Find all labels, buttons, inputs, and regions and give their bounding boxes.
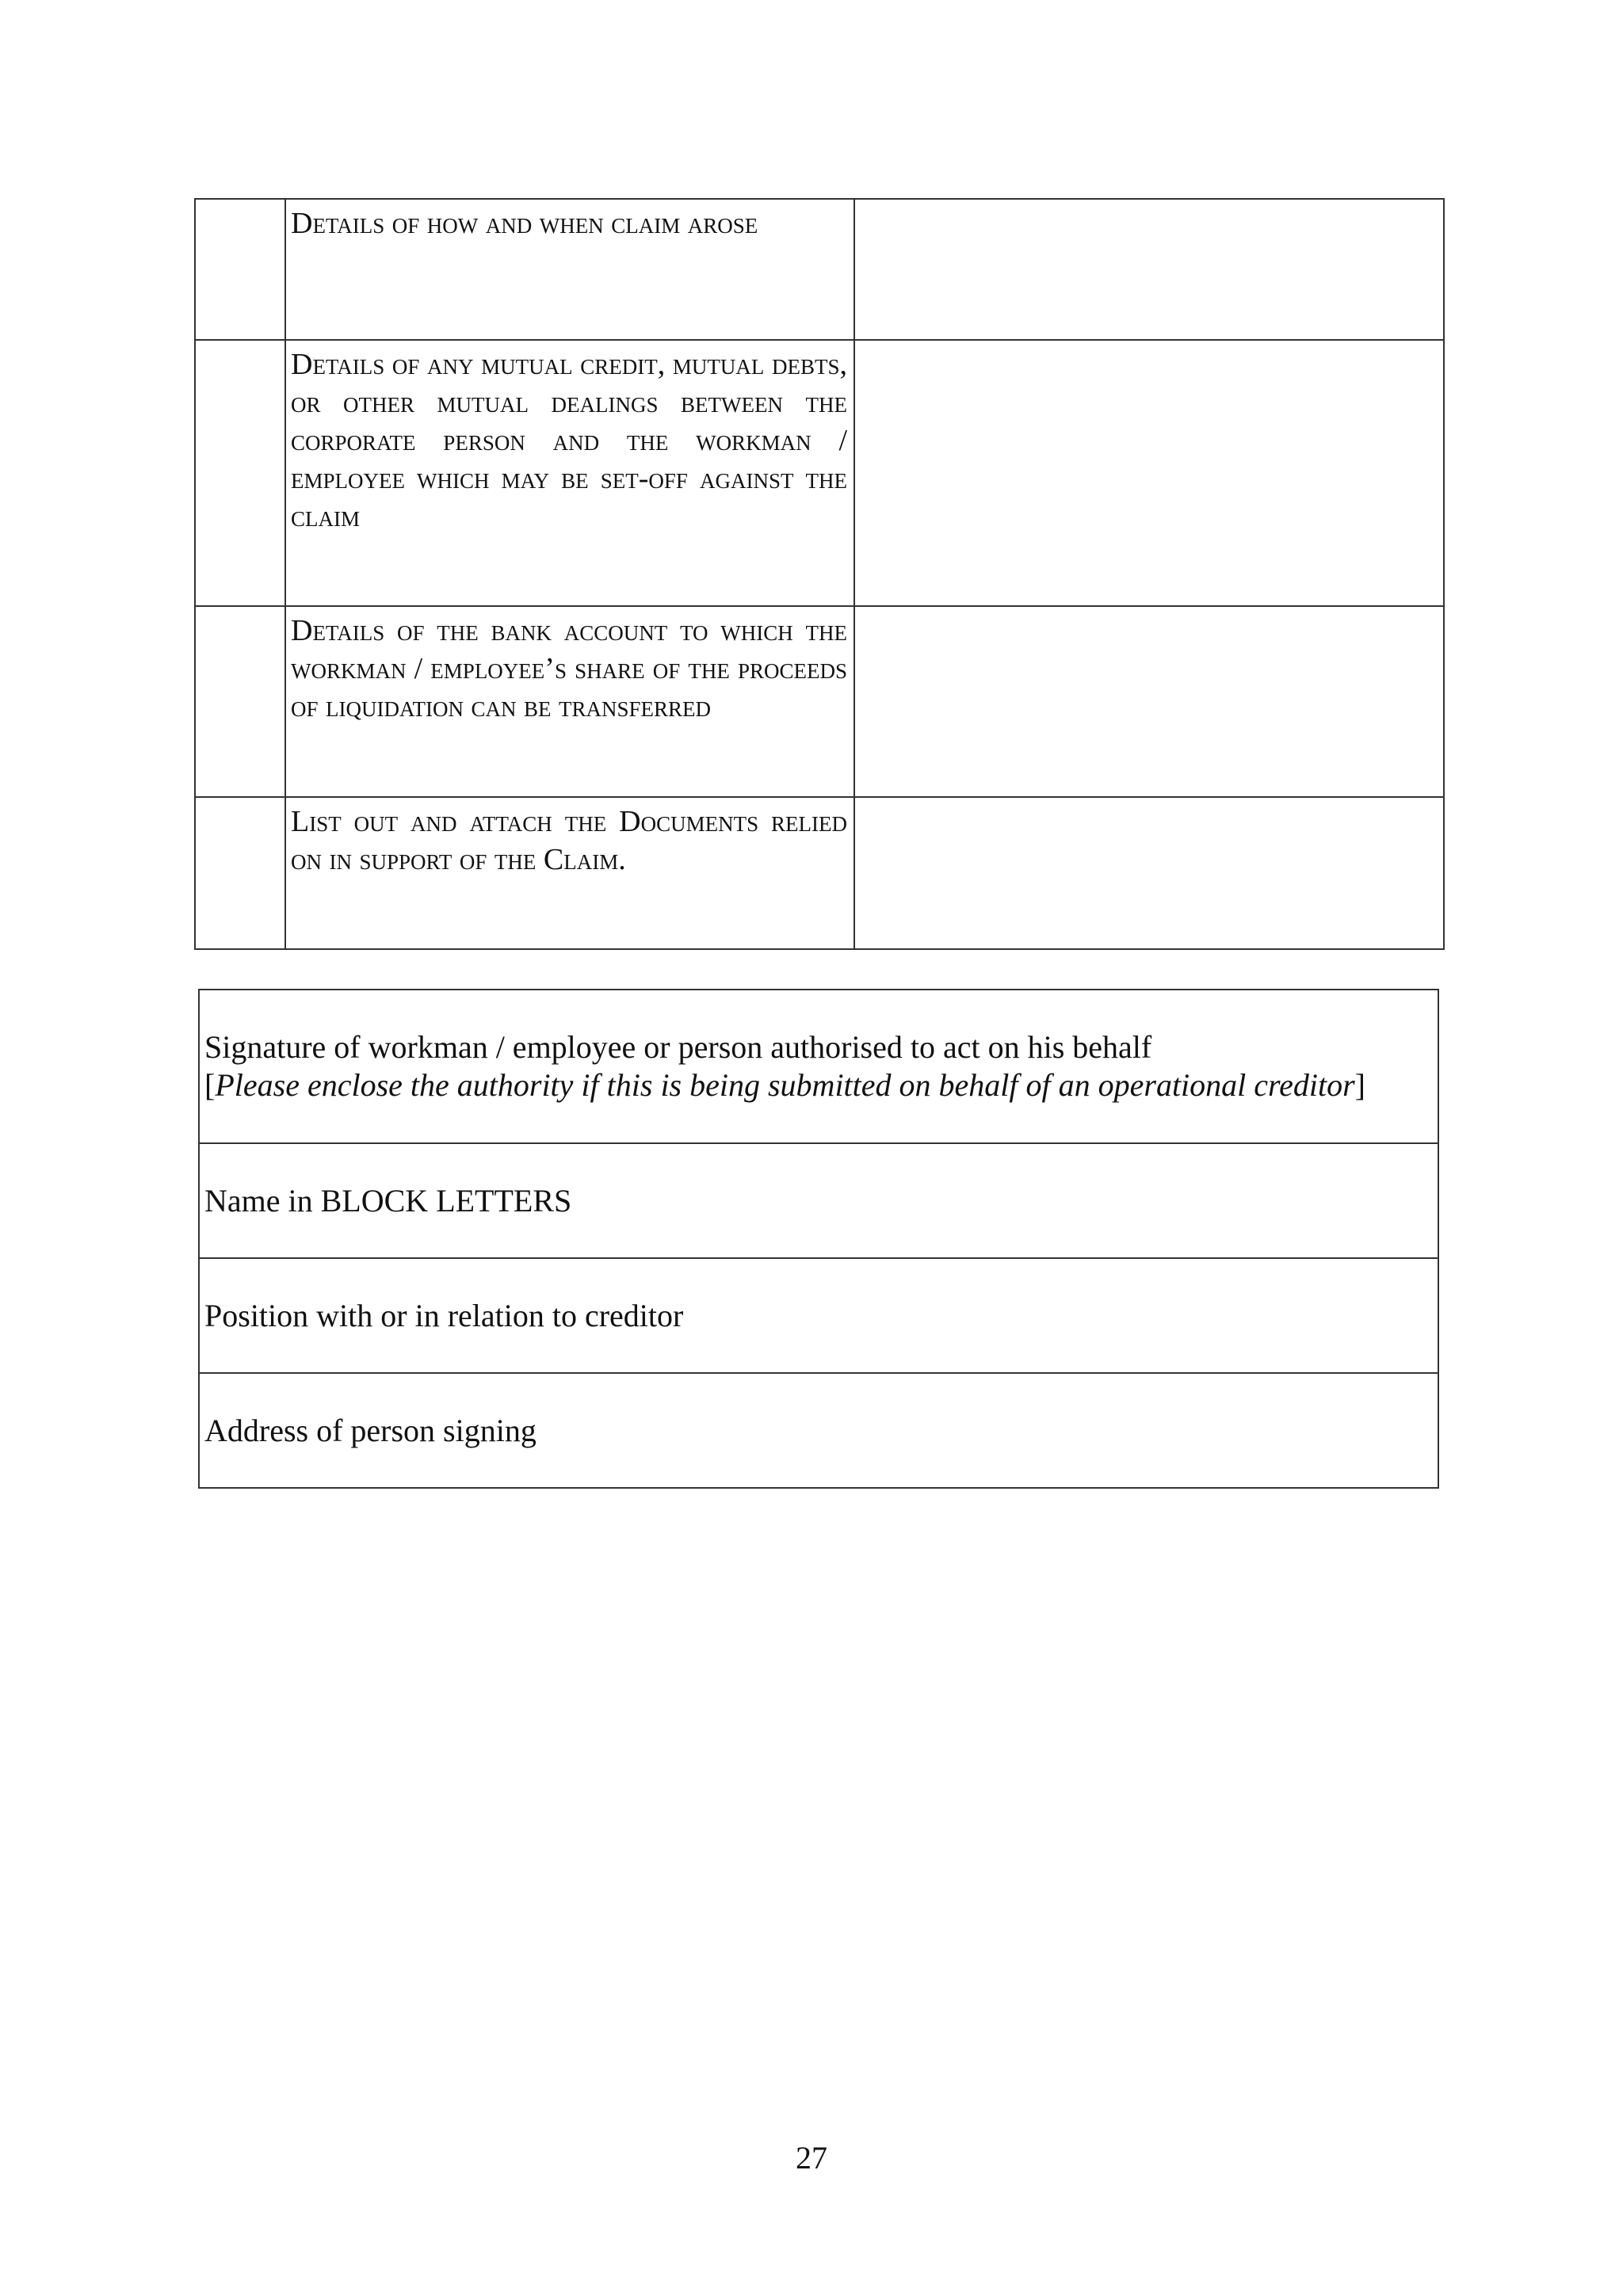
position-field[interactable] — [199, 1258, 1438, 1373]
row-number-cell — [195, 797, 285, 949]
bracket-open: [ — [204, 1067, 216, 1103]
claim-details-table — [194, 198, 1445, 950]
address-row — [199, 1373, 1438, 1488]
claim-row-value-field[interactable] — [854, 606, 1444, 797]
claim-row-label: Details of any mutual credit, mutual debts, or other mutual dealings between the corporate person and the workman / employee which may be set-off against the claim — [285, 340, 854, 606]
claim-row-label: Details of how and when claim arose — [285, 199, 854, 340]
name-row — [199, 1143, 1438, 1258]
authority-note-line — [204, 1066, 1433, 1104]
bracket-close: ] — [1354, 1067, 1365, 1103]
claim-row-label: List out and attach the Documents relied on in support of the Claim. — [285, 797, 854, 949]
row-number-cell — [195, 199, 285, 340]
claim-row-value-field[interactable] — [854, 797, 1444, 949]
row-number-cell — [195, 606, 285, 797]
claim-row-value-field[interactable] — [854, 340, 1444, 606]
address-label: Address of person signing — [204, 1412, 537, 1448]
position-row — [199, 1258, 1438, 1373]
claim-row-mutual-dealings — [195, 340, 1444, 606]
claim-row-how-when — [195, 199, 1444, 340]
signature-row — [199, 990, 1438, 1143]
claim-row-documents — [195, 797, 1444, 949]
position-label: Position with or in relation to creditor — [204, 1297, 684, 1333]
page-number: 27 — [796, 2140, 827, 2176]
address-field[interactable] — [199, 1373, 1438, 1488]
claim-row-label: Details of the bank account to which the workman / employee’s share of the proceeds of liquidation can be transferred — [285, 606, 854, 797]
signature-table — [198, 989, 1439, 1489]
signature-label: Signature of workman / employee or person authorised to act on his behalf — [204, 1029, 1152, 1065]
row-number-cell — [195, 340, 285, 606]
claim-row-bank-account — [195, 606, 1444, 797]
name-field[interactable] — [199, 1143, 1438, 1258]
claim-row-value-field[interactable] — [854, 199, 1444, 340]
name-label: Name in BLOCK LETTERS — [204, 1182, 572, 1219]
signature-cell[interactable] — [199, 990, 1438, 1143]
authority-note: Please enclose the authority if this is being submitted on behalf of an operational creditor — [215, 1067, 1355, 1103]
